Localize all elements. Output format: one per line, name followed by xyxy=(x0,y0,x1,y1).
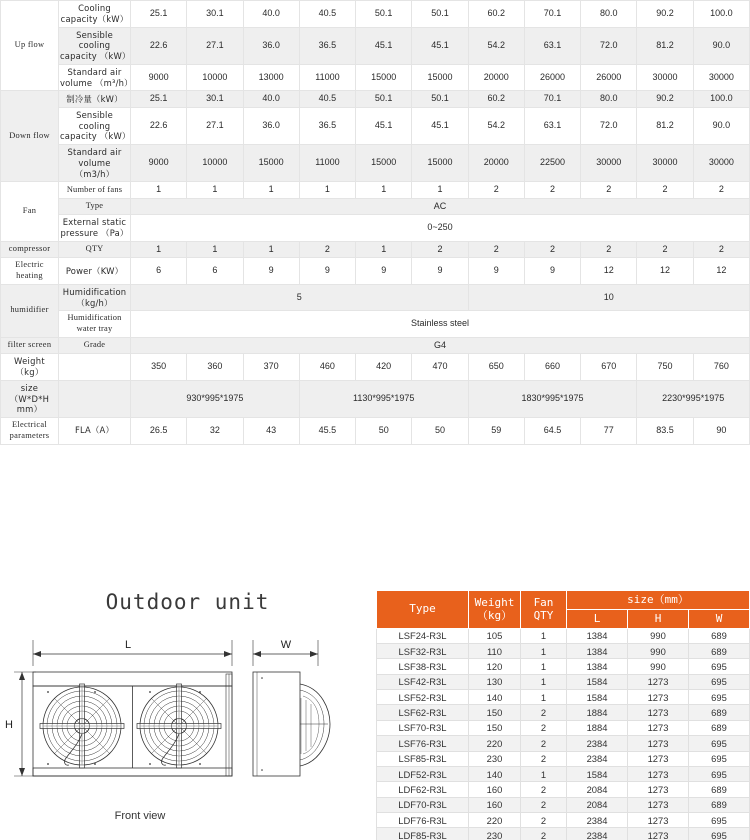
model-length-cell: 2384 xyxy=(567,813,628,828)
spec-value-cell: 43 xyxy=(243,418,299,445)
spec-value-cell: 1 xyxy=(412,182,468,199)
header-fan-line1: Fan xyxy=(533,595,554,609)
spec-value-cell: 1 xyxy=(299,182,355,199)
spec-value-group: 5 xyxy=(131,284,469,311)
spec-parameter-label: External static pressure （Pa） xyxy=(59,215,131,242)
model-height-cell: 1273 xyxy=(628,766,689,781)
spec-value-cell: 36.0 xyxy=(243,27,299,64)
spec-value-cell: 2 xyxy=(637,241,693,258)
spec-value-cell: 760 xyxy=(693,354,749,381)
model-fan-qty-cell: 2 xyxy=(521,828,567,840)
spec-parameter-label: Grade xyxy=(59,337,131,354)
model-fan-qty-cell: 1 xyxy=(521,643,567,658)
model-width-cell: 689 xyxy=(689,797,750,812)
spec-row xyxy=(1,107,750,144)
model-length-cell: 1584 xyxy=(567,674,628,689)
model-table-row xyxy=(377,628,750,643)
spec-parameter-label: Standard air volume （m³/h） xyxy=(59,64,131,91)
spec-value-cell: 750 xyxy=(637,354,693,381)
spec-value-cell: 36.5 xyxy=(299,27,355,64)
spec-value-cell: 9000 xyxy=(131,145,187,182)
model-height-cell: 1273 xyxy=(628,828,689,840)
model-type-cell: LSF38-R3L xyxy=(377,659,469,674)
spec-row xyxy=(1,258,750,285)
model-type-cell: LSF42-R3L xyxy=(377,674,469,689)
spec-value-cell: 660 xyxy=(524,354,580,381)
spec-value-cell: 2 xyxy=(693,182,749,199)
model-weight-cell: 230 xyxy=(469,828,521,840)
dimension-label-height: H xyxy=(5,719,13,731)
spec-row xyxy=(1,198,750,215)
model-table-row xyxy=(377,797,750,812)
spec-row xyxy=(1,64,750,91)
spec-parameter-label: Humidification （kg/h） xyxy=(59,284,131,311)
spec-value-cell: 1 xyxy=(187,182,243,199)
model-type-cell: LSF32-R3L xyxy=(377,643,469,658)
spec-value-cell: 360 xyxy=(187,354,243,381)
spec-value-cell: 1 xyxy=(131,182,187,199)
model-height-cell: 990 xyxy=(628,628,689,643)
spec-row xyxy=(1,354,750,381)
spec-value-cell: 12 xyxy=(581,258,637,285)
model-length-cell: 1384 xyxy=(567,659,628,674)
spec-value-cell: 25.1 xyxy=(131,91,187,108)
spec-value-cell: 30.1 xyxy=(187,91,243,108)
spec-value-cell: 1 xyxy=(187,241,243,258)
spec-parameter-label: Humidification water tray xyxy=(59,311,131,338)
model-height-cell: 1273 xyxy=(628,720,689,735)
model-type-cell: LDF76-R3L xyxy=(377,813,469,828)
spec-value-cell: 90 xyxy=(693,418,749,445)
spec-value-cell: 100.0 xyxy=(693,1,749,28)
spec-value-cell: 32 xyxy=(187,418,243,445)
spec-value-cell: 50.1 xyxy=(412,91,468,108)
spec-value-cell: 2 xyxy=(693,241,749,258)
spec-value-cell: 45.5 xyxy=(299,418,355,445)
spec-value-cell: 25.1 xyxy=(131,1,187,28)
spec-category-label: compressor xyxy=(1,241,59,258)
model-height-cell: 1273 xyxy=(628,797,689,812)
spec-row xyxy=(1,215,750,242)
model-width-cell: 695 xyxy=(689,828,750,840)
model-fan-qty-cell: 2 xyxy=(521,782,567,797)
model-width-cell: 695 xyxy=(689,766,750,781)
spec-value-cell: 72.0 xyxy=(581,27,637,64)
spec-value-cell: 15000 xyxy=(243,145,299,182)
spec-parameter-label: Sensible cooling capacity （kW） xyxy=(59,107,131,144)
spec-value-cell: 50 xyxy=(356,418,412,445)
spec-value-cell: 10000 xyxy=(187,64,243,91)
model-table-row xyxy=(377,659,750,674)
spec-value-cell: 30000 xyxy=(637,64,693,91)
spec-value-cell: 15000 xyxy=(412,64,468,91)
model-length-cell: 1584 xyxy=(567,766,628,781)
spec-value-cell: 27.1 xyxy=(187,27,243,64)
spec-value-cell: 1 xyxy=(356,241,412,258)
model-width-cell: 695 xyxy=(689,690,750,705)
spec-value-cell: 6 xyxy=(187,258,243,285)
model-length-cell: 1384 xyxy=(567,643,628,658)
spec-parameter-label: Sensible cooling capacity （kW） xyxy=(59,27,131,64)
spec-value-cell: 45.1 xyxy=(412,107,468,144)
model-type-cell: LSF70-R3L xyxy=(377,720,469,735)
spec-category-label: Down flow xyxy=(1,91,59,182)
model-weight-cell: 220 xyxy=(469,736,521,751)
model-weight-cell: 150 xyxy=(469,705,521,720)
model-table-row xyxy=(377,643,750,658)
spec-value-cell: 670 xyxy=(581,354,637,381)
model-width-cell: 689 xyxy=(689,628,750,643)
spec-row xyxy=(1,91,750,108)
spec-value-cell: 45.1 xyxy=(356,27,412,64)
outdoor-unit-diagram-section xyxy=(0,582,375,840)
model-length-cell: 2384 xyxy=(567,736,628,751)
model-width-cell: 689 xyxy=(689,782,750,797)
spec-value-cell: 20000 xyxy=(468,64,524,91)
model-height-cell: 1273 xyxy=(628,674,689,689)
spec-parameter-label: Type xyxy=(59,198,131,215)
model-type-cell: LSF76-R3L xyxy=(377,736,469,751)
header-size-group: size（mm） xyxy=(567,591,750,610)
spec-value-cell: 40.5 xyxy=(299,91,355,108)
dimension-label-width: W xyxy=(280,639,292,651)
spec-value-cell: 45.1 xyxy=(412,27,468,64)
model-fan-qty-cell: 2 xyxy=(521,797,567,812)
spec-value-merged: AC xyxy=(131,198,750,215)
model-length-cell: 2084 xyxy=(567,797,628,812)
model-table-head xyxy=(377,591,750,629)
spec-value-cell: 40.5 xyxy=(299,1,355,28)
model-height-cell: 990 xyxy=(628,659,689,674)
model-table-row xyxy=(377,674,750,689)
spec-value-cell: 420 xyxy=(356,354,412,381)
model-type-cell: LDF52-R3L xyxy=(377,766,469,781)
spec-value-group: 1830*995*1975 xyxy=(468,380,637,417)
spec-row xyxy=(1,380,750,417)
spec-value-cell: 12 xyxy=(637,258,693,285)
spec-value-cell: 15000 xyxy=(412,145,468,182)
spec-category-label: Electrical parameters xyxy=(1,418,59,445)
outdoor-unit-drawing xyxy=(0,618,375,818)
spec-value-cell: 9 xyxy=(299,258,355,285)
model-weight-cell: 160 xyxy=(469,782,521,797)
spec-value-cell: 54.2 xyxy=(468,107,524,144)
spec-value-cell: 2 xyxy=(468,241,524,258)
spec-row xyxy=(1,241,750,258)
spec-value-cell: 90.2 xyxy=(637,1,693,28)
spec-value-group: 930*995*1975 xyxy=(131,380,300,417)
model-height-cell: 1273 xyxy=(628,813,689,828)
model-dimensions-table-container xyxy=(376,590,750,840)
spec-value-cell: 26000 xyxy=(524,64,580,91)
model-fan-qty-cell: 2 xyxy=(521,720,567,735)
spec-value-cell: 22.6 xyxy=(131,107,187,144)
model-height-cell: 1273 xyxy=(628,782,689,797)
model-table-body xyxy=(377,628,750,840)
model-height-cell: 1273 xyxy=(628,736,689,751)
model-width-cell: 695 xyxy=(689,751,750,766)
model-length-cell: 1884 xyxy=(567,705,628,720)
model-type-cell: LSF52-R3L xyxy=(377,690,469,705)
spec-value-cell: 22500 xyxy=(524,145,580,182)
model-fan-qty-cell: 1 xyxy=(521,659,567,674)
spec-category-label: Up flow xyxy=(1,1,59,91)
spec-value-cell: 22.6 xyxy=(131,27,187,64)
model-width-cell: 695 xyxy=(689,736,750,751)
spec-value-cell: 350 xyxy=(131,354,187,381)
spec-value-cell: 30000 xyxy=(637,145,693,182)
model-width-cell: 695 xyxy=(689,659,750,674)
model-length-cell: 2384 xyxy=(567,828,628,840)
model-table-row xyxy=(377,690,750,705)
model-fan-qty-cell: 2 xyxy=(521,736,567,751)
spec-row xyxy=(1,418,750,445)
model-weight-cell: 130 xyxy=(469,674,521,689)
model-length-cell: 1884 xyxy=(567,720,628,735)
header-size-h: H xyxy=(628,609,689,628)
outdoor-unit-title: Outdoor unit xyxy=(105,590,270,614)
spec-value-cell: 9 xyxy=(524,258,580,285)
spec-value-cell: 60.2 xyxy=(468,1,524,28)
spec-parameter-label: QTY xyxy=(59,241,131,258)
spec-value-cell: 2 xyxy=(468,182,524,199)
model-width-cell: 689 xyxy=(689,720,750,735)
spec-parameter-label: Cooling capacity（kW） xyxy=(59,1,131,28)
model-length-cell: 2384 xyxy=(567,751,628,766)
spec-category-label: humidifier xyxy=(1,284,59,337)
model-table-row xyxy=(377,766,750,781)
model-height-cell: 1273 xyxy=(628,690,689,705)
model-type-cell: LDF62-R3L xyxy=(377,782,469,797)
model-length-cell: 2084 xyxy=(567,782,628,797)
spec-value-cell: 30.1 xyxy=(187,1,243,28)
spec-value-cell: 2 xyxy=(581,241,637,258)
spec-value-cell: 2 xyxy=(637,182,693,199)
spec-value-cell: 2 xyxy=(581,182,637,199)
spec-value-cell: 72.0 xyxy=(581,107,637,144)
spec-value-group: 2230*995*1975 xyxy=(637,380,750,417)
spec-value-cell: 9 xyxy=(356,258,412,285)
spec-row xyxy=(1,27,750,64)
spec-value-cell: 9000 xyxy=(131,64,187,91)
header-size-l: L xyxy=(567,609,628,628)
spec-category-label: Fan xyxy=(1,182,59,242)
spec-row xyxy=(1,182,750,199)
spec-value-cell: 64.5 xyxy=(524,418,580,445)
model-weight-cell: 230 xyxy=(469,751,521,766)
model-table-row xyxy=(377,782,750,797)
spec-value-cell: 9 xyxy=(243,258,299,285)
spec-value-cell: 11000 xyxy=(299,64,355,91)
spec-row xyxy=(1,311,750,338)
model-height-cell: 1273 xyxy=(628,751,689,766)
spec-value-cell: 26000 xyxy=(581,64,637,91)
header-type: Type xyxy=(377,591,469,629)
spec-value-cell: 59 xyxy=(468,418,524,445)
spec-value-cell: 70.1 xyxy=(524,1,580,28)
spec-value-cell: 81.2 xyxy=(637,107,693,144)
spec-value-cell: 27.1 xyxy=(187,107,243,144)
model-fan-qty-cell: 2 xyxy=(521,813,567,828)
model-weight-cell: 220 xyxy=(469,813,521,828)
model-type-cell: LSF85-R3L xyxy=(377,751,469,766)
model-height-cell: 1273 xyxy=(628,705,689,720)
model-length-cell: 1384 xyxy=(567,628,628,643)
spec-value-merged: 0~250 xyxy=(131,215,750,242)
spec-value-cell: 100.0 xyxy=(693,91,749,108)
spec-parameter-label: Number of fans xyxy=(59,182,131,199)
spec-value-cell: 650 xyxy=(468,354,524,381)
model-type-cell: LSF24-R3L xyxy=(377,628,469,643)
spec-value-cell: 2 xyxy=(524,182,580,199)
spec-value-cell: 9 xyxy=(468,258,524,285)
spec-value-cell: 20000 xyxy=(468,145,524,182)
spec-value-cell: 460 xyxy=(299,354,355,381)
spec-value-cell: 370 xyxy=(243,354,299,381)
spec-value-cell: 1 xyxy=(356,182,412,199)
spec-value-cell: 40.0 xyxy=(243,1,299,28)
spec-value-group: 1130*995*1975 xyxy=(299,380,468,417)
spec-value-cell: 2 xyxy=(412,241,468,258)
spec-value-cell: 30000 xyxy=(693,145,749,182)
spec-value-cell: 30000 xyxy=(581,145,637,182)
front-view-label: Front view xyxy=(114,810,166,822)
spec-parameter-label: Standard air volume （m3/h） xyxy=(59,145,131,182)
spec-value-cell: 30000 xyxy=(693,64,749,91)
header-weight-line1: Weight xyxy=(474,595,515,609)
spec-value-cell: 50.1 xyxy=(356,1,412,28)
spec-value-cell: 81.2 xyxy=(637,27,693,64)
model-width-cell: 689 xyxy=(689,705,750,720)
spec-value-cell: 36.5 xyxy=(299,107,355,144)
spec-parameter-label xyxy=(59,380,131,417)
spec-category-label: size （W*D*H mm） xyxy=(1,380,59,417)
spec-value-merged: G4 xyxy=(131,337,750,354)
spec-parameter-label xyxy=(59,354,131,381)
spec-value-cell: 2 xyxy=(524,241,580,258)
model-type-cell: LDF85-R3L xyxy=(377,828,469,840)
dimension-label-length: L xyxy=(124,639,132,651)
spec-value-merged: Stainless steel xyxy=(131,311,750,338)
spec-value-cell: 90.2 xyxy=(637,91,693,108)
model-weight-cell: 140 xyxy=(469,766,521,781)
spec-value-cell: 1 xyxy=(243,182,299,199)
model-width-cell: 695 xyxy=(689,674,750,689)
spec-value-cell: 13000 xyxy=(243,64,299,91)
model-table-row xyxy=(377,720,750,735)
model-fan-qty-cell: 1 xyxy=(521,628,567,643)
spec-value-cell: 470 xyxy=(412,354,468,381)
spec-value-cell: 63.1 xyxy=(524,107,580,144)
spec-value-cell: 40.0 xyxy=(243,91,299,108)
model-type-cell: LDF70-R3L xyxy=(377,797,469,812)
spec-value-cell: 15000 xyxy=(356,145,412,182)
spec-category-label: Weight （kg） xyxy=(1,354,59,381)
header-size-w: W xyxy=(689,609,750,628)
model-length-cell: 1584 xyxy=(567,690,628,705)
header-fan-qty xyxy=(521,591,567,629)
spec-row xyxy=(1,284,750,311)
spec-value-cell: 1 xyxy=(131,241,187,258)
model-fan-qty-cell: 1 xyxy=(521,674,567,689)
spec-value-cell: 50.1 xyxy=(356,91,412,108)
spec-value-cell: 10000 xyxy=(187,145,243,182)
spec-value-cell: 77 xyxy=(581,418,637,445)
spec-value-cell: 12 xyxy=(693,258,749,285)
model-weight-cell: 140 xyxy=(469,690,521,705)
spec-value-group: 10 xyxy=(468,284,749,311)
model-weight-cell: 120 xyxy=(469,659,521,674)
spec-value-cell: 11000 xyxy=(299,145,355,182)
model-table-row xyxy=(377,813,750,828)
spec-parameter-label: Power（KW） xyxy=(59,258,131,285)
spec-category-label: Electric heating xyxy=(1,258,59,285)
model-width-cell: 689 xyxy=(689,643,750,658)
model-fan-qty-cell: 2 xyxy=(521,705,567,720)
spec-value-cell: 90.0 xyxy=(693,27,749,64)
model-fan-qty-cell: 1 xyxy=(521,690,567,705)
model-table-header-row-1 xyxy=(377,591,750,610)
spec-value-cell: 2 xyxy=(299,241,355,258)
model-table-row xyxy=(377,828,750,840)
header-weight-line2: （kg） xyxy=(476,609,513,623)
spec-row xyxy=(1,145,750,182)
header-weight xyxy=(469,591,521,629)
model-table-row xyxy=(377,705,750,720)
model-weight-cell: 150 xyxy=(469,720,521,735)
spec-value-cell: 83.5 xyxy=(637,418,693,445)
spec-value-cell: 45.1 xyxy=(356,107,412,144)
spec-value-cell: 63.1 xyxy=(524,27,580,64)
spec-parameter-label: FLA（A） xyxy=(59,418,131,445)
spec-value-cell: 36.0 xyxy=(243,107,299,144)
spec-value-cell: 70.1 xyxy=(524,91,580,108)
spec-value-cell: 50 xyxy=(412,418,468,445)
spec-category-label: filter screen xyxy=(1,337,59,354)
spec-row xyxy=(1,337,750,354)
spec-row xyxy=(1,1,750,28)
model-table-row xyxy=(377,736,750,751)
header-fan-line2: QTY xyxy=(533,609,554,623)
spec-value-cell: 90.0 xyxy=(693,107,749,144)
spec-value-cell: 80.0 xyxy=(581,91,637,108)
model-dimensions-table xyxy=(376,590,750,840)
spec-value-cell: 15000 xyxy=(356,64,412,91)
spec-value-cell: 50.1 xyxy=(412,1,468,28)
spec-value-cell: 26.5 xyxy=(131,418,187,445)
spec-value-cell: 1 xyxy=(243,241,299,258)
spec-value-cell: 60.2 xyxy=(468,91,524,108)
model-fan-qty-cell: 2 xyxy=(521,751,567,766)
model-width-cell: 695 xyxy=(689,813,750,828)
model-weight-cell: 160 xyxy=(469,797,521,812)
model-table-row xyxy=(377,751,750,766)
spec-value-cell: 80.0 xyxy=(581,1,637,28)
model-fan-qty-cell: 1 xyxy=(521,766,567,781)
model-weight-cell: 105 xyxy=(469,628,521,643)
spec-value-cell: 6 xyxy=(131,258,187,285)
model-height-cell: 990 xyxy=(628,643,689,658)
model-weight-cell: 110 xyxy=(469,643,521,658)
spec-value-cell: 9 xyxy=(412,258,468,285)
model-type-cell: LSF62-R3L xyxy=(377,705,469,720)
spec-value-cell: 54.2 xyxy=(468,27,524,64)
spec-parameter-label: 制冷量（kW） xyxy=(59,91,131,108)
